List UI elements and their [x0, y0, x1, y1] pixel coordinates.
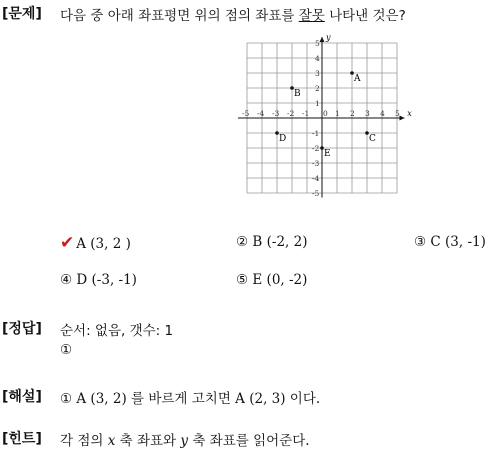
x-tick-label: 5 — [395, 109, 400, 118]
y-tick-label: 3 — [315, 69, 320, 78]
x-tick-label: 1 — [335, 109, 340, 118]
coordinate-plane — [242, 33, 412, 198]
y-tick-label: 1 — [315, 99, 320, 108]
x-axis-label: x — [407, 109, 412, 118]
x-tick-label: -3 — [272, 109, 280, 118]
option-3-marker: ③ — [414, 234, 427, 250]
answer-line1: 순서: 없음, 갯수: 1 — [60, 323, 174, 339]
explanation-tag: [해설] — [2, 389, 42, 405]
x-tick-label: 2 — [350, 109, 355, 118]
hint-var-x: x — [107, 433, 116, 449]
option-3-text: C (3, -1) — [430, 234, 486, 250]
question-tag: [문제] — [2, 6, 42, 22]
option-2[interactable] — [236, 234, 307, 250]
hint-text-before: 각 점의 — [60, 433, 108, 449]
option-3[interactable] — [414, 234, 486, 250]
y-tick-label: -4 — [312, 174, 320, 183]
point-label-C: C — [369, 134, 376, 144]
option-4-marker: ④ — [60, 272, 73, 288]
y-axis-arrow-icon — [320, 37, 325, 42]
checkmark-icon: ✔ — [60, 233, 75, 253]
hint-var-y: y — [180, 433, 189, 449]
explanation-text: ① A (3, 2) 를 바르게 고치면 A (2, 3) 이다. — [60, 391, 321, 407]
question-underlined-word: 잘못 — [298, 8, 325, 24]
option-4-text: D (-3, -1) — [76, 272, 137, 288]
point-label-B: B — [294, 89, 301, 99]
option-1-text: A (3, 2 ) — [76, 236, 131, 252]
origin-label: 0 — [323, 109, 328, 118]
option-2-text: B (-2, 2) — [252, 234, 308, 250]
option-5-marker: ⑤ — [236, 272, 249, 288]
hint-text-after: 축 좌표를 읽어준다. — [188, 433, 310, 449]
x-tick-label: -4 — [257, 109, 265, 118]
x-tick-label: -1 — [302, 109, 310, 118]
x-tick-label: -2 — [287, 109, 295, 118]
option-5-text: E (0, -2) — [252, 272, 308, 288]
x-tick-label: 3 — [365, 109, 370, 118]
y-tick-label: 5 — [315, 39, 320, 48]
point-label-E: E — [324, 149, 331, 159]
answer-line2: ① — [60, 342, 73, 358]
option-4[interactable] — [60, 272, 137, 288]
x-axis-arrow-icon — [400, 116, 405, 121]
y-tick-label: 2 — [315, 84, 320, 93]
question-text-after: 나타낸 것은? — [324, 8, 406, 24]
point-label-D: D — [279, 134, 287, 144]
question-text — [60, 4, 406, 24]
y-tick-label: -5 — [312, 189, 320, 198]
y-tick-label: -2 — [312, 144, 320, 153]
y-tick-label: 4 — [315, 54, 320, 63]
option-5[interactable] — [236, 272, 307, 288]
hint-text — [60, 429, 310, 449]
x-tick-label: -5 — [242, 109, 250, 118]
hint-text-middle: 축 좌표와 — [115, 433, 181, 449]
x-tick-label: 4 — [380, 109, 385, 118]
y-tick-label: -1 — [312, 129, 320, 138]
point-label-A: A — [354, 74, 361, 84]
y-tick-label: -3 — [312, 159, 320, 168]
hint-tag: [힌트] — [2, 431, 42, 447]
question-text-before: 다음 중 아래 좌표평면 위의 점의 좌표를 — [60, 8, 299, 24]
answer-tag: [정답] — [2, 321, 42, 337]
y-axis-label: y — [326, 33, 331, 42]
option-2-marker: ② — [236, 234, 249, 250]
option-1[interactable] — [60, 233, 131, 253]
